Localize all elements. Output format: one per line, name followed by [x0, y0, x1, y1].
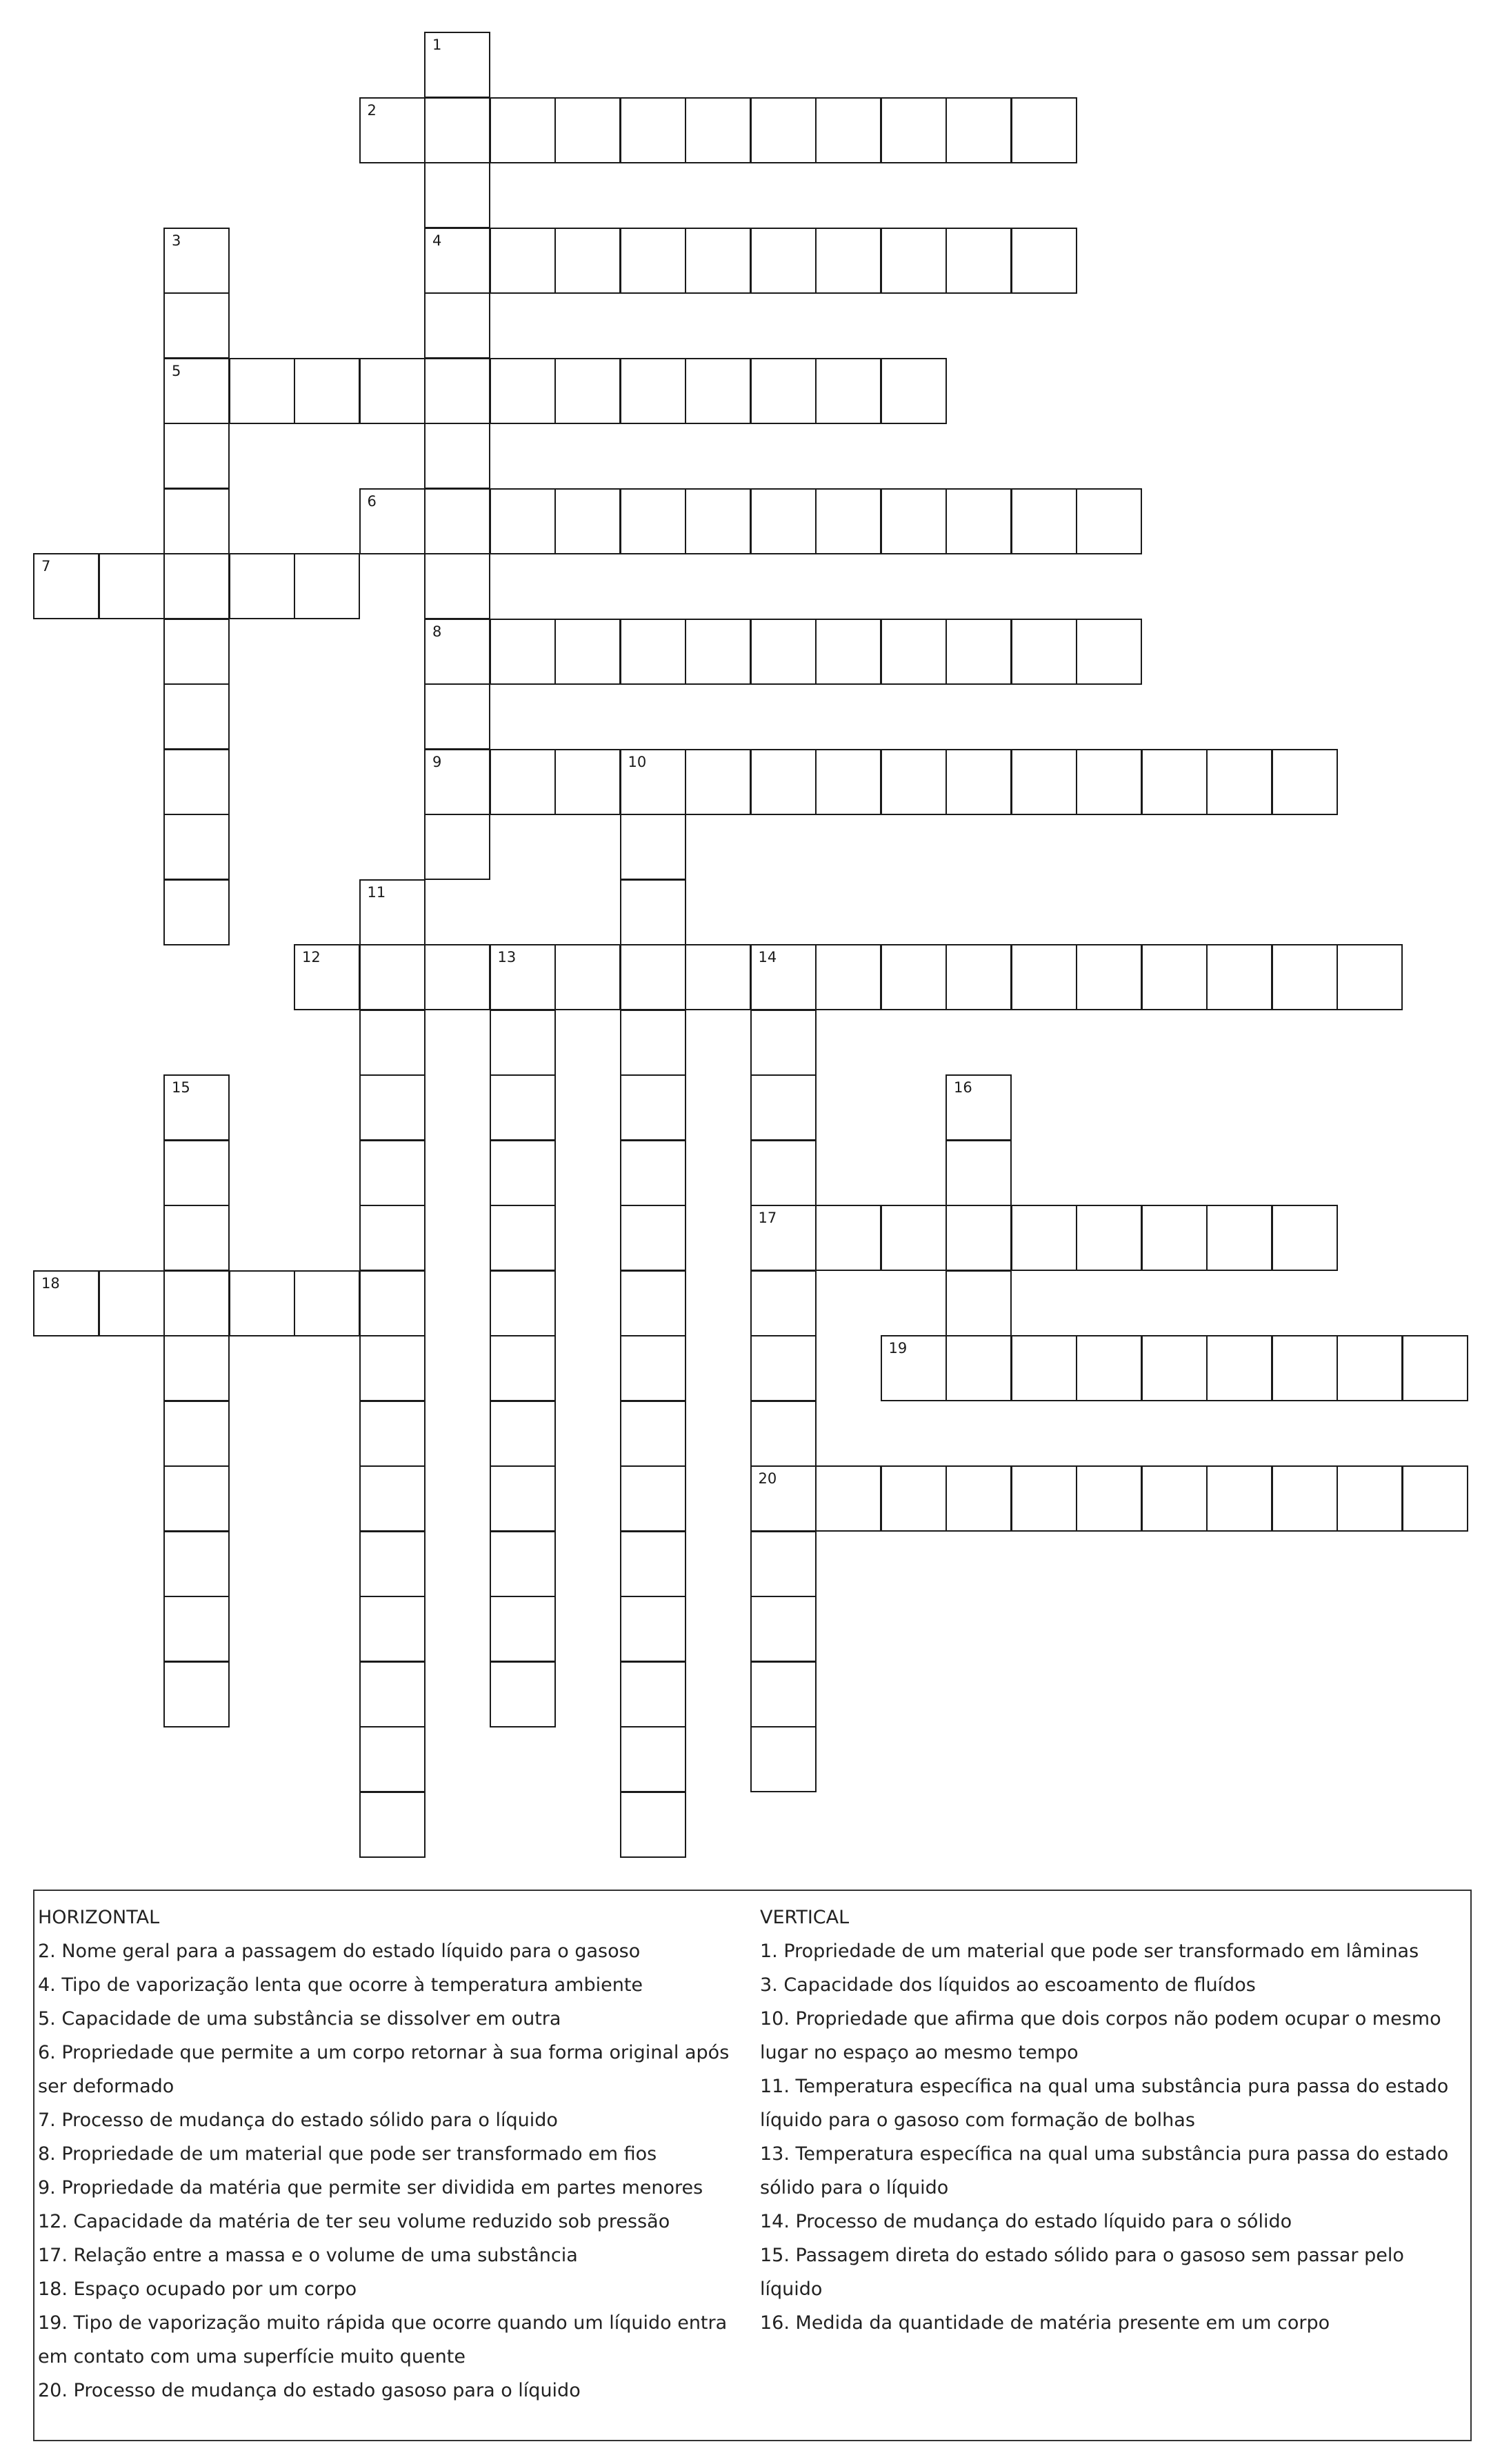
crossword-cell[interactable]	[490, 944, 556, 1010]
crossword-cell[interactable]	[945, 97, 1012, 163]
crossword-cell[interactable]	[1011, 1205, 1077, 1271]
crossword-cell[interactable]	[750, 1270, 817, 1336]
crossword-cell[interactable]	[750, 1074, 817, 1141]
crossword-cell[interactable]	[554, 228, 621, 294]
crossword-cell[interactable]	[359, 358, 426, 424]
crossword-cell[interactable]	[945, 488, 1012, 554]
crossword-cell[interactable]	[490, 1335, 556, 1401]
crossword-cell[interactable]	[750, 944, 817, 1010]
crossword-cell[interactable]	[945, 1465, 1012, 1532]
clue-number: 20	[758, 1470, 777, 1487]
clue-number: 17	[758, 1210, 777, 1226]
clue-number: 12	[302, 949, 321, 965]
crossword-cell[interactable]	[1272, 1335, 1338, 1401]
crossword-cell[interactable]	[945, 228, 1012, 294]
crossword-cell[interactable]	[620, 1140, 686, 1206]
crossword-cell[interactable]	[1141, 1465, 1208, 1532]
crossword-cell[interactable]	[815, 1465, 881, 1532]
clue-number: 18	[41, 1274, 60, 1292]
clue-number: 14	[758, 949, 777, 965]
crossword-cell[interactable]	[815, 944, 881, 1010]
vertical-clue-list	[760, 1934, 1470, 2340]
crossword-cell[interactable]	[163, 553, 230, 619]
clues-box	[33, 1890, 1472, 2441]
clue-number: 4	[432, 232, 442, 249]
crossword-cell[interactable]	[1272, 944, 1338, 1010]
crossword-cell[interactable]	[163, 1205, 230, 1271]
crossword-cell[interactable]	[359, 1531, 426, 1597]
crossword-cell[interactable]	[881, 944, 947, 1010]
crossword-cell[interactable]	[424, 292, 490, 359]
crossword-cell[interactable]	[1011, 1335, 1077, 1401]
crossword-cell[interactable]	[881, 97, 947, 163]
crossword-cell[interactable]	[881, 1335, 947, 1401]
crossword-cell[interactable]	[1076, 488, 1142, 554]
crossword-cell[interactable]	[881, 488, 947, 554]
crossword-cell[interactable]	[1076, 1205, 1142, 1271]
crossword-cell[interactable]	[685, 488, 751, 554]
crossword-cell[interactable]	[490, 1074, 556, 1141]
crossword-cell[interactable]	[620, 228, 686, 294]
crossword-cell[interactable]	[620, 879, 686, 945]
crossword-cell[interactable]	[554, 97, 621, 163]
crossword-cell[interactable]	[620, 358, 686, 424]
crossword-cell[interactable]	[490, 1205, 556, 1271]
crossword-cell[interactable]	[620, 1335, 686, 1401]
clue-number: 16	[954, 1079, 972, 1096]
clue-number: 8	[432, 623, 442, 640]
crossword-cell[interactable]	[620, 814, 686, 880]
crossword-cell[interactable]	[620, 1205, 686, 1271]
crossword-cell[interactable]	[881, 749, 947, 815]
crossword-cell[interactable]	[1011, 228, 1077, 294]
crossword-cell[interactable]	[554, 358, 621, 424]
crossword-cell[interactable]	[229, 553, 295, 619]
crossword-cell[interactable]	[359, 1465, 426, 1532]
crossword-cell[interactable]	[815, 619, 881, 685]
clue-number: 13	[497, 949, 517, 965]
clue-line: lugar no espaço ao mesmo tempo	[760, 2042, 1079, 2063]
vertical-clues-column	[760, 1901, 1470, 2340]
crossword-cell[interactable]	[490, 1531, 556, 1597]
vertical-clues-title: VERTICAL	[760, 1907, 850, 1928]
clue-number: 2	[367, 101, 377, 119]
crossword-cell[interactable]	[750, 619, 817, 685]
crossword-cell[interactable]	[163, 1270, 230, 1336]
crossword-cell[interactable]	[1272, 1205, 1338, 1271]
crossword-cell[interactable]	[815, 1205, 881, 1271]
crossword-cell[interactable]	[163, 683, 230, 750]
crossword-cell[interactable]	[424, 97, 490, 163]
crossword-cell[interactable]	[1011, 619, 1077, 685]
crossword-cell[interactable]	[945, 749, 1012, 815]
clue-number: 3	[172, 232, 181, 249]
crossword-cell[interactable]	[359, 1140, 426, 1206]
crossword-cell[interactable]	[424, 228, 490, 294]
crossword-cell[interactable]	[620, 619, 686, 685]
clue-line: 7. Processo de mudança do estado sólido para o líquido	[38, 2110, 558, 2131]
clue-line: 14. Processo de mudança do estado líquido para o sólido	[760, 2211, 1292, 2232]
crossword-cell[interactable]	[163, 1401, 230, 1467]
crossword-cell[interactable]	[620, 1661, 686, 1727]
crossword-cell[interactable]	[620, 1792, 686, 1858]
crossword-cell[interactable]	[1076, 1335, 1142, 1401]
crossword-cell[interactable]	[490, 1596, 556, 1662]
crossword-cell[interactable]	[294, 553, 360, 619]
crossword-cell[interactable]	[750, 1531, 817, 1597]
crossword-cell[interactable]	[554, 749, 621, 815]
crossword-cell[interactable]	[750, 1465, 817, 1532]
crossword-cell[interactable]	[685, 97, 751, 163]
clue-line: 8. Propriedade de um material que pode ser transformado em fios	[38, 2143, 657, 2165]
crossword-cell[interactable]	[750, 97, 817, 163]
crossword-cell[interactable]	[1206, 944, 1272, 1010]
crossword-cell[interactable]	[881, 228, 947, 294]
crossword-cell[interactable]	[1141, 1205, 1208, 1271]
crossword-cell[interactable]	[1337, 944, 1403, 1010]
crossword-cell[interactable]	[229, 358, 295, 424]
crossword-cell[interactable]	[163, 879, 230, 945]
crossword-cell[interactable]	[359, 1205, 426, 1271]
crossword-cell[interactable]	[33, 553, 99, 619]
crossword-cell[interactable]	[229, 1270, 295, 1336]
clue-number: 7	[41, 558, 51, 574]
crossword-cell[interactable]	[685, 228, 751, 294]
crossword-cell[interactable]	[750, 749, 817, 815]
crossword-cell[interactable]	[424, 619, 490, 685]
crossword-cell[interactable]	[1402, 1465, 1468, 1532]
crossword-cell[interactable]	[554, 944, 621, 1010]
clue-number: 15	[172, 1079, 190, 1096]
clue-number: 5	[172, 362, 181, 379]
crossword-cell[interactable]	[620, 1074, 686, 1141]
crossword-cell[interactable]	[750, 1010, 817, 1076]
crossword-cell[interactable]	[1076, 749, 1142, 815]
crossword-cell[interactable]	[750, 358, 817, 424]
crossword-cell[interactable]	[750, 1401, 817, 1467]
crossword-cell[interactable]	[490, 619, 556, 685]
crossword-cell[interactable]	[424, 423, 490, 489]
clue-line: 12. Capacidade da matéria de ter seu volume reduzido sob pressão	[38, 2211, 670, 2232]
crossword-cell[interactable]	[424, 358, 490, 424]
crossword-cell[interactable]	[1141, 1335, 1208, 1401]
crossword-cell[interactable]	[359, 97, 426, 163]
crossword-cell[interactable]	[1011, 488, 1077, 554]
crossword-cell[interactable]	[163, 749, 230, 815]
crossword-cell[interactable]	[1076, 619, 1142, 685]
clue-line: 16. Medida da quantidade de matéria presente em um corpo	[760, 2312, 1330, 2334]
horizontal-clue-list	[38, 1934, 755, 2407]
crossword-cell[interactable]	[163, 228, 230, 294]
clue-line: 10. Propriedade que afirma que dois corpos não podem ocupar o mesmo	[760, 2008, 1441, 2030]
crossword-cell[interactable]	[490, 1140, 556, 1206]
crossword-cell[interactable]	[1402, 1335, 1468, 1401]
crossword-cell[interactable]	[750, 228, 817, 294]
crossword-cell[interactable]	[620, 1596, 686, 1662]
crossword-cell[interactable]	[163, 358, 230, 424]
crossword-cell[interactable]	[1141, 944, 1208, 1010]
crossword-cell[interactable]	[490, 1661, 556, 1727]
crossword-cell[interactable]	[490, 228, 556, 294]
crossword-cell[interactable]	[490, 1270, 556, 1336]
crossword-cell[interactable]	[1206, 1465, 1272, 1532]
crossword-cell[interactable]	[1206, 749, 1272, 815]
crossword-cell[interactable]	[554, 488, 621, 554]
crossword-cell[interactable]	[1076, 944, 1142, 1010]
crossword-cell[interactable]	[163, 488, 230, 554]
crossword-cell[interactable]	[620, 749, 686, 815]
crossword-cell[interactable]	[554, 619, 621, 685]
crossword-cell[interactable]	[99, 1270, 165, 1336]
crossword-cell[interactable]	[815, 358, 881, 424]
crossword-cell[interactable]	[620, 1465, 686, 1532]
clue-line: 15. Passagem direta do estado sólido para o gasoso sem passar pelo líquido	[760, 2245, 1404, 2300]
crossword-cell[interactable]	[359, 879, 426, 945]
crossword-cell[interactable]	[1272, 1465, 1338, 1532]
clue-line: 6. Propriedade que permite a um corpo retornar à sua forma original após	[38, 2042, 730, 2063]
crossword-cell[interactable]	[750, 1205, 817, 1271]
crossword-cell[interactable]	[359, 1661, 426, 1727]
clue-line: 1. Propriedade de um material que pode ser transformado em lâminas	[760, 1941, 1419, 1962]
crossword-cell[interactable]	[881, 619, 947, 685]
crossword-cell[interactable]	[490, 1010, 556, 1076]
crossword-cell[interactable]	[424, 683, 490, 750]
crossword-cell[interactable]	[620, 488, 686, 554]
clue-line: 2. Nome geral para a passagem do estado líquido para o gasoso	[38, 1941, 641, 1962]
crossword-cell[interactable]	[620, 944, 686, 1010]
crossword-cell[interactable]	[685, 944, 751, 1010]
crossword-cell[interactable]	[945, 1270, 1012, 1336]
crossword-cell[interactable]	[490, 1465, 556, 1532]
crossword-cell[interactable]	[99, 553, 165, 619]
crossword-cell[interactable]	[945, 944, 1012, 1010]
clue-number: 6	[367, 492, 377, 510]
crossword-cell[interactable]	[163, 1140, 230, 1206]
crossword-cell[interactable]	[163, 1465, 230, 1532]
crossword-cell[interactable]	[359, 488, 426, 554]
crossword-cell[interactable]	[1206, 1335, 1272, 1401]
crossword-cell[interactable]	[750, 1661, 817, 1727]
clue-line: 18. Espaço ocupado por um corpo	[38, 2278, 357, 2300]
crossword-cell[interactable]	[490, 358, 556, 424]
crossword-cell[interactable]	[359, 1270, 426, 1336]
clue-number: 10	[628, 753, 647, 770]
clue-line: 11. Temperatura específica na qual uma substância pura passa do estado	[760, 2076, 1449, 2097]
clue-number: 9	[432, 753, 442, 770]
crossword-cell[interactable]	[359, 1010, 426, 1076]
crossword-cell[interactable]	[1272, 749, 1338, 815]
crossword-cell[interactable]	[945, 1140, 1012, 1206]
crossword-cell[interactable]	[815, 488, 881, 554]
crossword-cell[interactable]	[294, 1270, 360, 1336]
crossword-cell[interactable]	[620, 1010, 686, 1076]
crossword-cell[interactable]	[750, 1140, 817, 1206]
crossword-cell[interactable]	[1337, 1465, 1403, 1532]
crossword-cell[interactable]	[424, 749, 490, 815]
crossword-cell[interactable]	[163, 1531, 230, 1597]
crossword-cell[interactable]	[620, 1401, 686, 1467]
crossword-cell[interactable]	[359, 1726, 426, 1792]
crossword-cell[interactable]	[490, 749, 556, 815]
clue-line: 9. Propriedade da matéria que permite ser dividida em partes menores	[38, 2177, 703, 2198]
crossword-cell[interactable]	[1141, 749, 1208, 815]
clue-line: 5. Capacidade de uma substância se dissolver em outra	[38, 2008, 561, 2030]
crossword-cell[interactable]	[750, 1726, 817, 1792]
crossword-cell[interactable]	[945, 1074, 1012, 1141]
clue-number: 11	[367, 883, 386, 901]
crossword-cell[interactable]	[815, 97, 881, 163]
clue-number: 19	[888, 1340, 908, 1356]
crossword-cell[interactable]	[424, 162, 490, 228]
crossword-cell[interactable]	[620, 1531, 686, 1597]
crossword-cell[interactable]	[33, 1270, 99, 1336]
clue-line: 3. Capacidade dos líquidos ao escoamento de fluídos	[760, 1974, 1256, 1996]
clue-line: 20. Processo de mudança do estado gasoso para o líquido	[38, 2380, 581, 2401]
crossword-cell[interactable]	[359, 1074, 426, 1141]
crossword-cell[interactable]	[359, 944, 426, 1010]
crossword-cell[interactable]	[685, 749, 751, 815]
clue-number: 1	[432, 37, 442, 53]
clue-line: 13. Temperatura específica na qual uma substância pura passa do estado	[760, 2143, 1449, 2165]
crossword-cell[interactable]	[945, 1335, 1012, 1401]
crossword-cell[interactable]	[163, 814, 230, 880]
crossword-cell[interactable]	[881, 358, 947, 424]
clue-line: 4. Tipo de vaporização lenta que ocorre à temperatura ambiente	[38, 1974, 643, 1996]
crossword-cell[interactable]	[620, 1726, 686, 1792]
crossword-cell[interactable]	[490, 97, 556, 163]
crossword-cell[interactable]	[750, 488, 817, 554]
crossword-cell[interactable]	[1011, 97, 1077, 163]
crossword-cell[interactable]	[359, 1792, 426, 1858]
clue-line: sólido para o líquido	[760, 2177, 949, 2198]
horizontal-clues-column	[38, 1901, 755, 2407]
crossword-cell[interactable]	[294, 944, 360, 1010]
crossword-cell[interactable]	[163, 1661, 230, 1727]
crossword-cell[interactable]	[1337, 1335, 1403, 1401]
clue-line: líquido para o gasoso com formação de bolhas	[760, 2110, 1195, 2131]
crossword-cell[interactable]	[620, 1270, 686, 1336]
clue-line: 19. Tipo de vaporização muito rápida que ocorre quando um líquido entra	[38, 2312, 728, 2334]
crossword-cell[interactable]	[163, 292, 230, 359]
crossword-cell[interactable]	[881, 1205, 947, 1271]
crossword-cell[interactable]	[620, 97, 686, 163]
crossword-cell[interactable]	[750, 1335, 817, 1401]
crossword-cell[interactable]	[424, 814, 490, 880]
clue-line: ser deformado	[38, 2076, 174, 2097]
clue-line: 17. Relação entre a massa e o volume de uma substância	[38, 2245, 578, 2266]
crossword-cell[interactable]	[1076, 1465, 1142, 1532]
crossword-cell[interactable]	[359, 1401, 426, 1467]
crossword-cell[interactable]	[815, 228, 881, 294]
crossword-cell[interactable]	[1011, 944, 1077, 1010]
crossword-cell[interactable]	[490, 1401, 556, 1467]
crossword-cell[interactable]	[945, 619, 1012, 685]
crossword-cell[interactable]	[424, 488, 490, 554]
crossword-cell[interactable]	[750, 1596, 817, 1662]
crossword-cell[interactable]	[163, 1074, 230, 1141]
crossword-cell[interactable]	[490, 488, 556, 554]
crossword-cell[interactable]	[163, 1596, 230, 1662]
crossword-cell[interactable]	[1011, 1465, 1077, 1532]
clue-line: em contato com uma superfície muito quente	[38, 2346, 466, 2367]
crossword-cell[interactable]	[359, 1596, 426, 1662]
horizontal-clues-title: HORIZONTAL	[38, 1907, 160, 1928]
crossword-cell[interactable]	[163, 1335, 230, 1401]
crossword-cell[interactable]	[294, 358, 360, 424]
crossword-cell[interactable]	[881, 1465, 947, 1532]
crossword-cell[interactable]	[424, 553, 490, 619]
crossword-cell[interactable]	[815, 749, 881, 815]
crossword-cell[interactable]	[424, 32, 490, 98]
crossword-cell[interactable]	[163, 423, 230, 489]
crossword-cell[interactable]	[685, 358, 751, 424]
crossword-cell[interactable]	[424, 944, 490, 1010]
crossword-cell[interactable]	[163, 619, 230, 685]
crossword-cell[interactable]	[1011, 749, 1077, 815]
crossword-cell[interactable]	[685, 619, 751, 685]
crossword-cell[interactable]	[359, 1335, 426, 1401]
crossword-cell[interactable]	[1206, 1205, 1272, 1271]
crossword-cell[interactable]	[945, 1205, 1012, 1271]
